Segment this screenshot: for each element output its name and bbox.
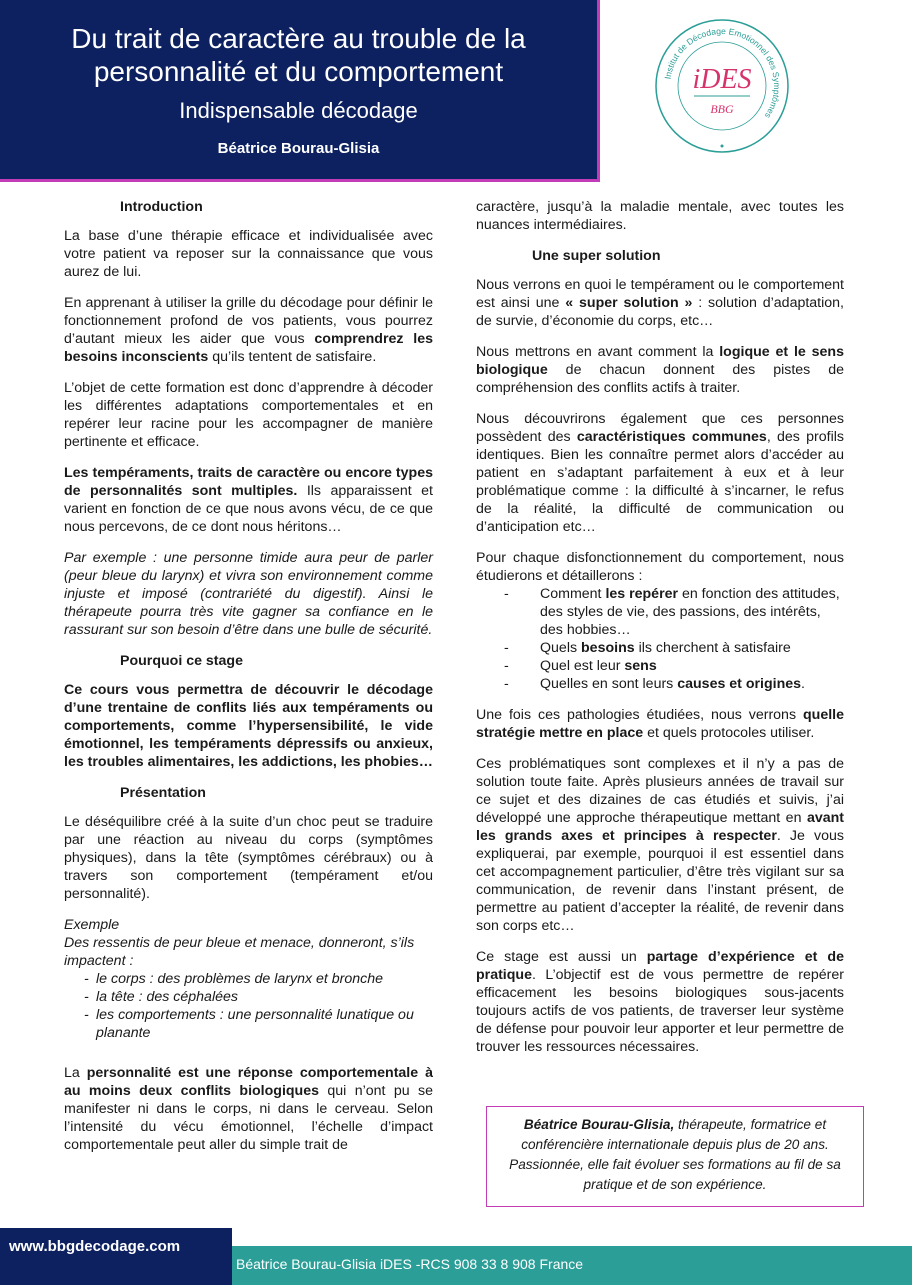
heading-presentation: Présentation bbox=[120, 785, 206, 801]
list-item: - Quel est leur sens bbox=[530, 657, 844, 675]
paragraph: Nous découvrirons également que ces personnes possèdent des caractéristiques communes, des profils identiques. Bien les connaître permet alors d’accéder au patient en s’adaptant parfaitement à eux et à leur problématique comme : la difficulté à s’incarner, le refus de la réalité, la difficulté de communication ou d’anticipation etc… bbox=[476, 411, 844, 535]
list-item: - Quelles en sont leurs causes et origines. bbox=[530, 675, 844, 693]
footer bbox=[0, 1238, 912, 1285]
detail-list bbox=[476, 585, 844, 693]
logo-main-text: iDES bbox=[692, 64, 752, 95]
paragraph: Nous mettrons en avant comment la logique et le sens biologique de chacun donnent des pistes de compréhension des conflits actifs à traiter. bbox=[476, 344, 844, 396]
paragraph: Les tempéraments, traits de caractère ou encore types de personnalités sont multiples. Ils apparaissent et varient en fonction de ce que nous avons vécu, de ce que nous percevons, de ce dont nous héritons… bbox=[64, 465, 433, 535]
paragraph: Le déséquilibre créé à la suite d’un choc peut se traduire par une réaction au niveau du corps (symptômes physiques), dans la tête (symptômes cérébraux) ou à travers son comportement (tempérament et/ou personnalité). bbox=[64, 814, 433, 902]
title-line-1: Du trait de caractère au trouble de la bbox=[71, 23, 526, 54]
example-list bbox=[64, 970, 433, 1042]
ides-logo bbox=[654, 18, 790, 154]
list-item: - le corps : des problèmes de larynx et bronche bbox=[86, 970, 433, 988]
paragraph: Nous verrons en quoi le tempérament ou le comportement est ainsi une « super solution » : solution d’adaptation, de survie, d’économie du corps, etc… bbox=[476, 277, 844, 329]
website-link[interactable]: www.bbgdecodage.com bbox=[0, 1228, 232, 1285]
subtitle: Indispensable décodage bbox=[179, 98, 418, 123]
example-intro: Des ressentis de peur bleue et menace, donneront, s’ils impactent : bbox=[64, 935, 415, 969]
footer-legal: Béatrice Bourau-Glisia iDES -RCS 908 33 8 908 France bbox=[236, 1256, 584, 1272]
paragraph: La base d’une thérapie efficace et individualisée avec votre patient va reposer sur la connaissance que vous aurez de lui. bbox=[64, 228, 433, 280]
logo-ring-text: Institut de Décodage Emotionnel des Symptômes bbox=[662, 25, 783, 121]
paragraph-bold: Ce cours vous permettra de découvrir le décodage d’une trentaine de conflits liés aux tempéraments ou comportements, comme l’hypersensibilité, le vide émotionnel, les tempéraments dépressifs ou anxieux, les troubles alimentaires, les addictions, les phobies… bbox=[64, 682, 433, 770]
paragraph: caractère, jusqu’à la maladie mentale, avec toutes les nuances intermédiaires. bbox=[476, 199, 844, 233]
paragraph: En apprenant à utiliser la grille du décodage pour définir le fonctionnement profond de vos patients, vous pourrez d’autant mieux les aider que vous comprendrez les besoins inconscients qu’ils tentent de satisfaire. bbox=[64, 295, 433, 365]
author-name: Béatrice Bourau-Glisia bbox=[217, 140, 380, 157]
bio-text: thérapeute, formatrice et conférencière internationale depuis plus de 20 ans. Passionnée, elle fait évoluer ses formations au fil de sa pratique et de son expérience. bbox=[509, 1117, 841, 1192]
list-item: - Comment les repérer en fonction des attitudes, des styles de vie, des passions, des intérêts, des hobbies… bbox=[530, 585, 844, 639]
paragraph: Ces problématiques sont complexes et il n’y a pas de solution toute faite. Après plusieurs années de travail sur ce sujet et des dizaines de cas étudiés et suivis, j’ai développé une approche thérapeutique mettant en avant les grands axes et principes à respecter. Je vous expliquerai, par exemple, pourquoi il est essentiel dans cet accompagnement particulier, d’être très vigilant sur sa communication, de revenir dans l’instant présent, de permettre au patient d’accepter la réalité, de revenir dans son corps etc… bbox=[476, 756, 845, 934]
list-item: - la tête : des céphalées bbox=[86, 988, 433, 1006]
example-heading: Exemple bbox=[64, 917, 120, 933]
title-line-2: personnalité et du comportement bbox=[93, 56, 504, 87]
right-column bbox=[476, 198, 844, 1069]
logo-sub-text: BBG bbox=[710, 102, 734, 116]
paragraph: Pour chaque disfonctionnement du comportement, nous étudierons et détaillerons : bbox=[476, 550, 844, 584]
paragraph: Une fois ces pathologies étudiées, nous verrons quelle stratégie mettre en place et quels protocoles utiliser. bbox=[476, 707, 844, 741]
header-banner bbox=[0, 0, 600, 182]
bio-name: Béatrice Bourau-Glisia, bbox=[523, 1117, 675, 1132]
left-column bbox=[64, 198, 433, 1167]
heading-super-solution: Une super solution bbox=[532, 248, 661, 264]
example-paragraph: Par exemple : une personne timide aura peur de parler (peur bleue du larynx) et vivra son environnement comme injuste et imposé (contrariété du digestif). Ainsi le thérapeute pourra très vite gagner sa confiance en le rassurant sur son besoin d’être dans une bulle de sécurité. bbox=[64, 550, 433, 638]
heading-pourquoi: Pourquoi ce stage bbox=[120, 653, 243, 669]
author-bio-box bbox=[486, 1106, 864, 1207]
paragraph: Ce stage est aussi un partage d’expérience et de pratique. L’objectif est de vous permettre de repérer efficacement les besoins biologiques sous-jacents toujours actifs de vos patients, de traverser leur système de défense pour pouvoir leur apporter et leur permettre de trouver les ressources nécessaires. bbox=[476, 949, 844, 1055]
paragraph: La personnalité est une réponse comportementale à au moins deux conflits biologiques qui n’ont pu se manifester ni dans le corps, ni dans le cerveau. Selon l’intensité du vécu émotionnel, l’échelle d’impact comportementale peut aller du simple trait de bbox=[64, 1065, 433, 1153]
list-item: - Quels besoins ils cherchent à satisfaire bbox=[530, 639, 844, 657]
paragraph: L’objet de cette formation est donc d’apprendre à décoder les différentes adaptations comportementales et en repérer leur racine pour les accompagner de manière pertinente et efficace. bbox=[64, 380, 433, 450]
list-item: - les comportements : une personnalité lunatique ou planante bbox=[86, 1006, 433, 1042]
heading-introduction: Introduction bbox=[120, 199, 203, 215]
page-title bbox=[0, 0, 597, 88]
